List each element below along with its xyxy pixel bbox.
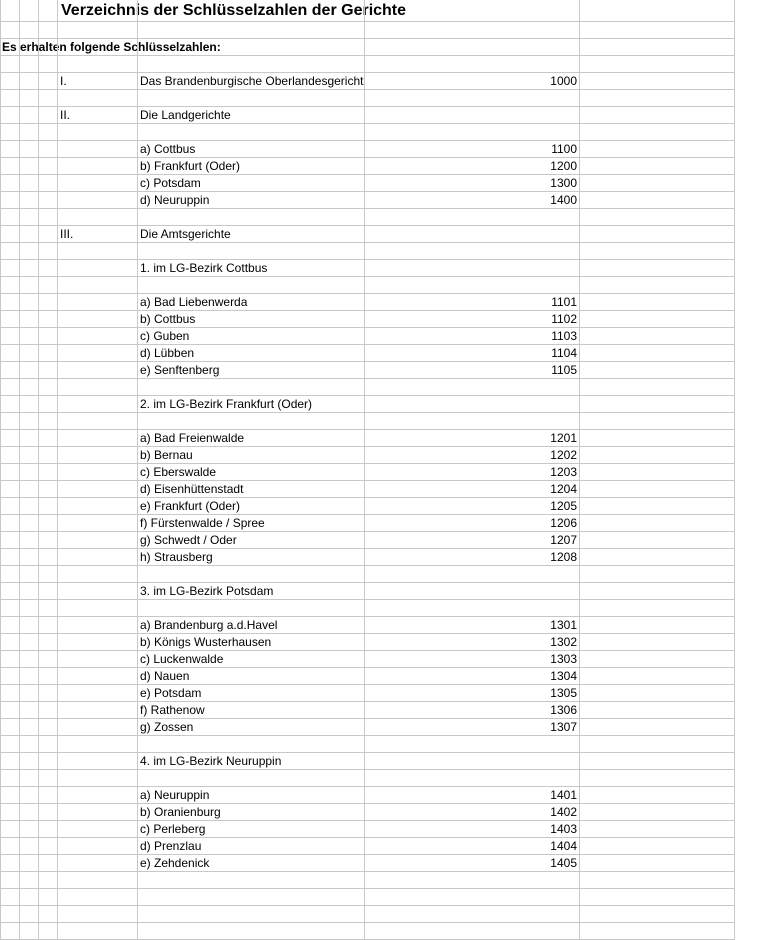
court-code: 1301 bbox=[550, 618, 577, 632]
court-code: 1201 bbox=[550, 431, 577, 445]
court-code: 1401 bbox=[550, 788, 577, 802]
table-row[interactable] bbox=[0, 668, 735, 685]
court-code: 1207 bbox=[550, 533, 577, 547]
table-row[interactable] bbox=[0, 481, 735, 498]
spacer-row[interactable] bbox=[0, 56, 735, 73]
court-code: 1204 bbox=[550, 482, 577, 496]
court-label: b) Frankfurt (Oder) bbox=[140, 159, 241, 173]
table-row[interactable] bbox=[0, 583, 735, 600]
court-label: e) Zehdenick bbox=[140, 856, 210, 870]
table-row[interactable] bbox=[0, 566, 735, 583]
table-row[interactable] bbox=[0, 158, 735, 175]
table-row[interactable] bbox=[0, 634, 735, 651]
court-label: c) Eberswalde bbox=[140, 465, 217, 479]
court-label: b) Cottbus bbox=[140, 312, 196, 326]
court-label: a) Neuruppin bbox=[140, 788, 210, 802]
table-row[interactable] bbox=[0, 600, 735, 617]
court-code: 1302 bbox=[550, 635, 577, 649]
table-row[interactable] bbox=[0, 73, 735, 90]
court-code: 1103 bbox=[551, 329, 577, 343]
grid-line bbox=[364, 0, 365, 940]
court-label: 4. im LG-Bezirk Neuruppin bbox=[140, 754, 282, 768]
grid-line bbox=[57, 0, 58, 940]
court-label: c) Luckenwalde bbox=[140, 652, 224, 666]
court-label: a) Bad Liebenwerda bbox=[140, 295, 248, 309]
table-row[interactable] bbox=[0, 124, 735, 141]
court-code: 1105 bbox=[551, 363, 577, 377]
table-row[interactable] bbox=[0, 719, 735, 736]
table-row[interactable] bbox=[0, 617, 735, 634]
court-code: 1100 bbox=[551, 142, 577, 156]
court-label: h) Strausberg bbox=[140, 550, 213, 564]
court-label: d) Prenzlau bbox=[140, 839, 202, 853]
grid-line bbox=[579, 0, 580, 940]
table-row[interactable] bbox=[0, 872, 735, 889]
subtitle-row[interactable] bbox=[0, 39, 735, 56]
court-label: d) Lübben bbox=[140, 346, 195, 360]
court-code: 1403 bbox=[550, 822, 577, 836]
grid-line bbox=[137, 0, 138, 940]
table-row[interactable] bbox=[0, 294, 735, 311]
table-row[interactable] bbox=[0, 855, 735, 872]
table-row[interactable] bbox=[0, 260, 735, 277]
table-row[interactable] bbox=[0, 430, 735, 447]
court-label: c) Potsdam bbox=[140, 176, 201, 190]
court-code: 1305 bbox=[550, 686, 577, 700]
table-row[interactable] bbox=[0, 209, 735, 226]
court-label: a) Brandenburg a.d.Havel bbox=[140, 618, 278, 632]
subtitle: Es erhalten folgende Schlüsselzahlen: bbox=[2, 40, 221, 54]
table-row[interactable] bbox=[0, 651, 735, 668]
court-label: g) Schwedt / Oder bbox=[140, 533, 237, 547]
table-row[interactable] bbox=[0, 141, 735, 158]
court-code: 1303 bbox=[550, 652, 577, 666]
table-row[interactable] bbox=[0, 787, 735, 804]
table-row[interactable] bbox=[0, 838, 735, 855]
court-label: e) Senftenberg bbox=[140, 363, 220, 377]
court-code: 1203 bbox=[550, 465, 577, 479]
table-row[interactable] bbox=[0, 889, 735, 906]
table-row[interactable] bbox=[0, 532, 735, 549]
table-row[interactable] bbox=[0, 107, 735, 124]
table-row[interactable] bbox=[0, 923, 735, 940]
grid-line bbox=[38, 0, 39, 940]
court-label: Das Brandenburgische Oberlandesgericht bbox=[140, 74, 364, 88]
court-code: 1400 bbox=[550, 193, 577, 207]
court-label: d) Nauen bbox=[140, 669, 190, 683]
page-title: Verzeichnis der Schlüsselzahlen der Gerichte bbox=[61, 2, 407, 19]
court-code: 1402 bbox=[550, 805, 577, 819]
court-label: e) Potsdam bbox=[140, 686, 202, 700]
grid-line bbox=[19, 0, 20, 940]
court-code: 1306 bbox=[550, 703, 577, 717]
court-label: a) Bad Freienwalde bbox=[140, 431, 245, 445]
court-label: b) Königs Wusterhausen bbox=[140, 635, 272, 649]
table-row[interactable] bbox=[0, 243, 735, 260]
table-row[interactable] bbox=[0, 396, 735, 413]
court-code: 1102 bbox=[551, 312, 577, 326]
court-code: 1300 bbox=[550, 176, 577, 190]
table-row[interactable] bbox=[0, 770, 735, 787]
court-label: 2. im LG-Bezirk Frankfurt (Oder) bbox=[140, 397, 313, 411]
title-row[interactable] bbox=[0, 0, 735, 22]
court-code: 1304 bbox=[550, 669, 577, 683]
table-row[interactable] bbox=[0, 277, 735, 294]
court-label: 3. im LG-Bezirk Potsdam bbox=[140, 584, 274, 598]
court-label: c) Perleberg bbox=[140, 822, 206, 836]
table-row[interactable] bbox=[0, 379, 735, 396]
court-label: a) Cottbus bbox=[140, 142, 196, 156]
table-row[interactable] bbox=[0, 464, 735, 481]
court-label: c) Guben bbox=[140, 329, 190, 343]
table-row[interactable] bbox=[0, 192, 735, 209]
court-label: f) Rathenow bbox=[140, 703, 205, 717]
court-label: d) Eisenhüttenstadt bbox=[140, 482, 244, 496]
grid-line bbox=[734, 0, 735, 940]
spacer-row[interactable] bbox=[0, 22, 735, 39]
grid-line bbox=[0, 0, 1, 940]
table-row[interactable] bbox=[0, 702, 735, 719]
table-row[interactable] bbox=[0, 328, 735, 345]
court-code: 1405 bbox=[550, 856, 577, 870]
table-row[interactable] bbox=[0, 753, 735, 770]
court-code: 1202 bbox=[550, 448, 577, 462]
table-row[interactable] bbox=[0, 311, 735, 328]
table-row[interactable] bbox=[0, 345, 735, 362]
court-code: 1208 bbox=[550, 550, 577, 564]
court-code: 1307 bbox=[550, 720, 577, 734]
court-code: 1200 bbox=[550, 159, 577, 173]
court-label: g) Zossen bbox=[140, 720, 194, 734]
table-row[interactable] bbox=[0, 804, 735, 821]
table-row[interactable] bbox=[0, 515, 735, 532]
table-row[interactable] bbox=[0, 821, 735, 838]
court-label: 1. im LG-Bezirk Cottbus bbox=[140, 261, 268, 275]
table-row[interactable] bbox=[0, 413, 735, 430]
table-row[interactable] bbox=[0, 175, 735, 192]
court-label: e) Frankfurt (Oder) bbox=[140, 499, 241, 513]
table-row[interactable] bbox=[0, 90, 735, 107]
court-label: b) Oranienburg bbox=[140, 805, 221, 819]
table-row[interactable] bbox=[0, 736, 735, 753]
table-row[interactable] bbox=[0, 906, 735, 923]
court-code: 1205 bbox=[550, 499, 577, 513]
court-label: b) Bernau bbox=[140, 448, 193, 462]
court-code: 1104 bbox=[551, 346, 577, 360]
section-number: I. bbox=[60, 74, 67, 88]
court-code: 1206 bbox=[550, 516, 577, 530]
table-row[interactable] bbox=[0, 685, 735, 702]
court-code: 1101 bbox=[551, 295, 577, 309]
court-code: 1404 bbox=[550, 839, 577, 853]
court-code: 1000 bbox=[550, 74, 577, 88]
court-label: Die Amtsgerichte bbox=[140, 227, 231, 241]
section-number: III. bbox=[60, 227, 74, 241]
table-row[interactable] bbox=[0, 549, 735, 566]
court-label: f) Fürstenwalde / Spree bbox=[140, 516, 265, 530]
table-row[interactable] bbox=[0, 447, 735, 464]
court-label: d) Neuruppin bbox=[140, 193, 210, 207]
court-label: Die Landgerichte bbox=[140, 108, 231, 122]
table-row[interactable] bbox=[0, 362, 735, 379]
table-row[interactable] bbox=[0, 498, 735, 515]
table-row[interactable] bbox=[0, 226, 735, 243]
section-number: II. bbox=[60, 108, 71, 122]
